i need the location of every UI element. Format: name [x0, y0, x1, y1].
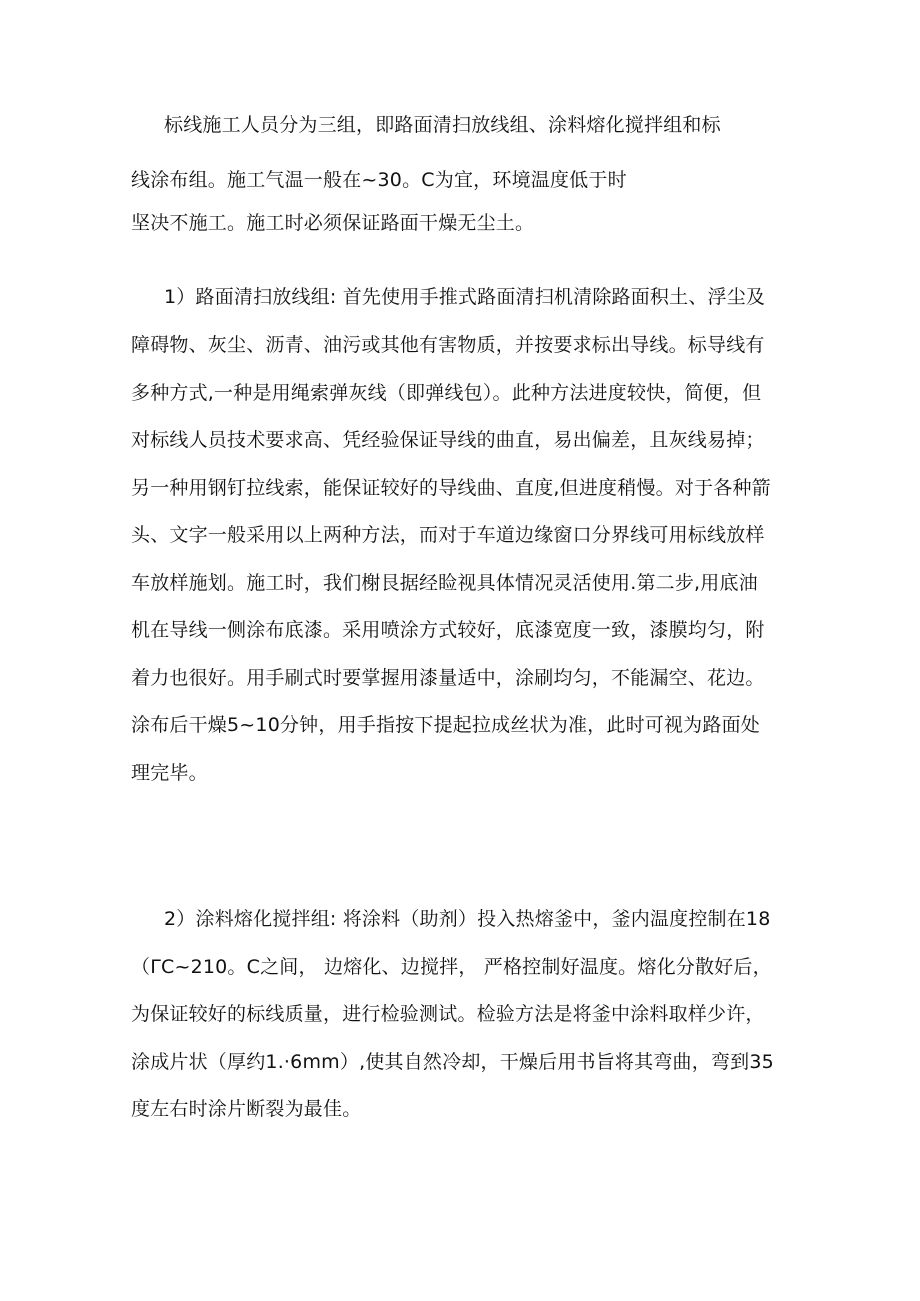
section1-line-7: 车放样施划。施工时，我们榭艮据经睑视具体情况灵活使用.第二步,用底油: [131, 572, 758, 594]
section1-line-3: 多种方式,一种是用绳索弹灰线（即弹线包）。此种方法进度较快，简便，但: [131, 382, 762, 404]
section1-line-5: 另一种用钢钉拉线索，能保证较好的导线曲、直度,但进度稍慢。对于各种箭: [131, 477, 771, 499]
section1-line-9: 着力也很好。用手刷式时要掌握用漆量适中，涂刷均匀，不能漏空、花边。: [131, 667, 765, 689]
section2-line-3: 为保证较好的标线质量，进行检验测试。检验方法是将釜中涂料取样少许，: [131, 1003, 765, 1025]
intro-line-2: 线涂布组。施工气温一般在~30。C为宜，环境温度低于时: [131, 169, 627, 191]
section1-line-8: 机在导线一侧涂布底漆。采用喷涂方式较好，底漆宽度一致，漆膜均匀，附: [131, 619, 765, 641]
section1-line-6: 头、文字一般采用以上两种方法，而对于车道边缘窗口分界线可用标线放样: [131, 524, 765, 546]
section1-line-10: 涂布后干燥5~10分钟，用手指按下提起拉成丝状为准，此时可视为路面处: [131, 714, 760, 736]
section2-line-1: 2）涂料熔化搅拌组: 将涂料（助剂）投入热熔釜中，釜内温度控制在18: [164, 908, 771, 930]
section2-line-2: （ΓC~210。C之间， 边熔化、边搅拌， 严格控制好温度。熔化分散好后，: [131, 956, 772, 978]
intro-line-3: 坚决不施工。施工时必须保证路面干燥无尘土。: [131, 212, 535, 234]
section1-line-11: 理完毕。: [131, 762, 208, 784]
section1-line-2: 障碍物、灰尘、沥青、油污或其他有害物质，并按要求标出导线。标导线有: [131, 334, 765, 356]
section2-line-5: 度左右时涂片断裂为最佳。: [131, 1098, 362, 1120]
section1-line-1: 1）路面清扫放线组: 首先使用手推式路面清扫机清除路面积土、浮尘及: [164, 286, 766, 308]
section1-line-4: 对标线人员技术要求高、凭经验保证导线的曲直，易出偏差，且灰线易掉；: [131, 429, 765, 451]
section2-line-4: 涂成片状（厚约1.·6mm）,使其自然冷却，干燥后用书旨将其弯曲，弯到35: [131, 1051, 774, 1073]
intro-line-1: 标线施工人员分为三组，即路面清扫放线组、涂料熔化搅拌组和标: [164, 114, 721, 136]
